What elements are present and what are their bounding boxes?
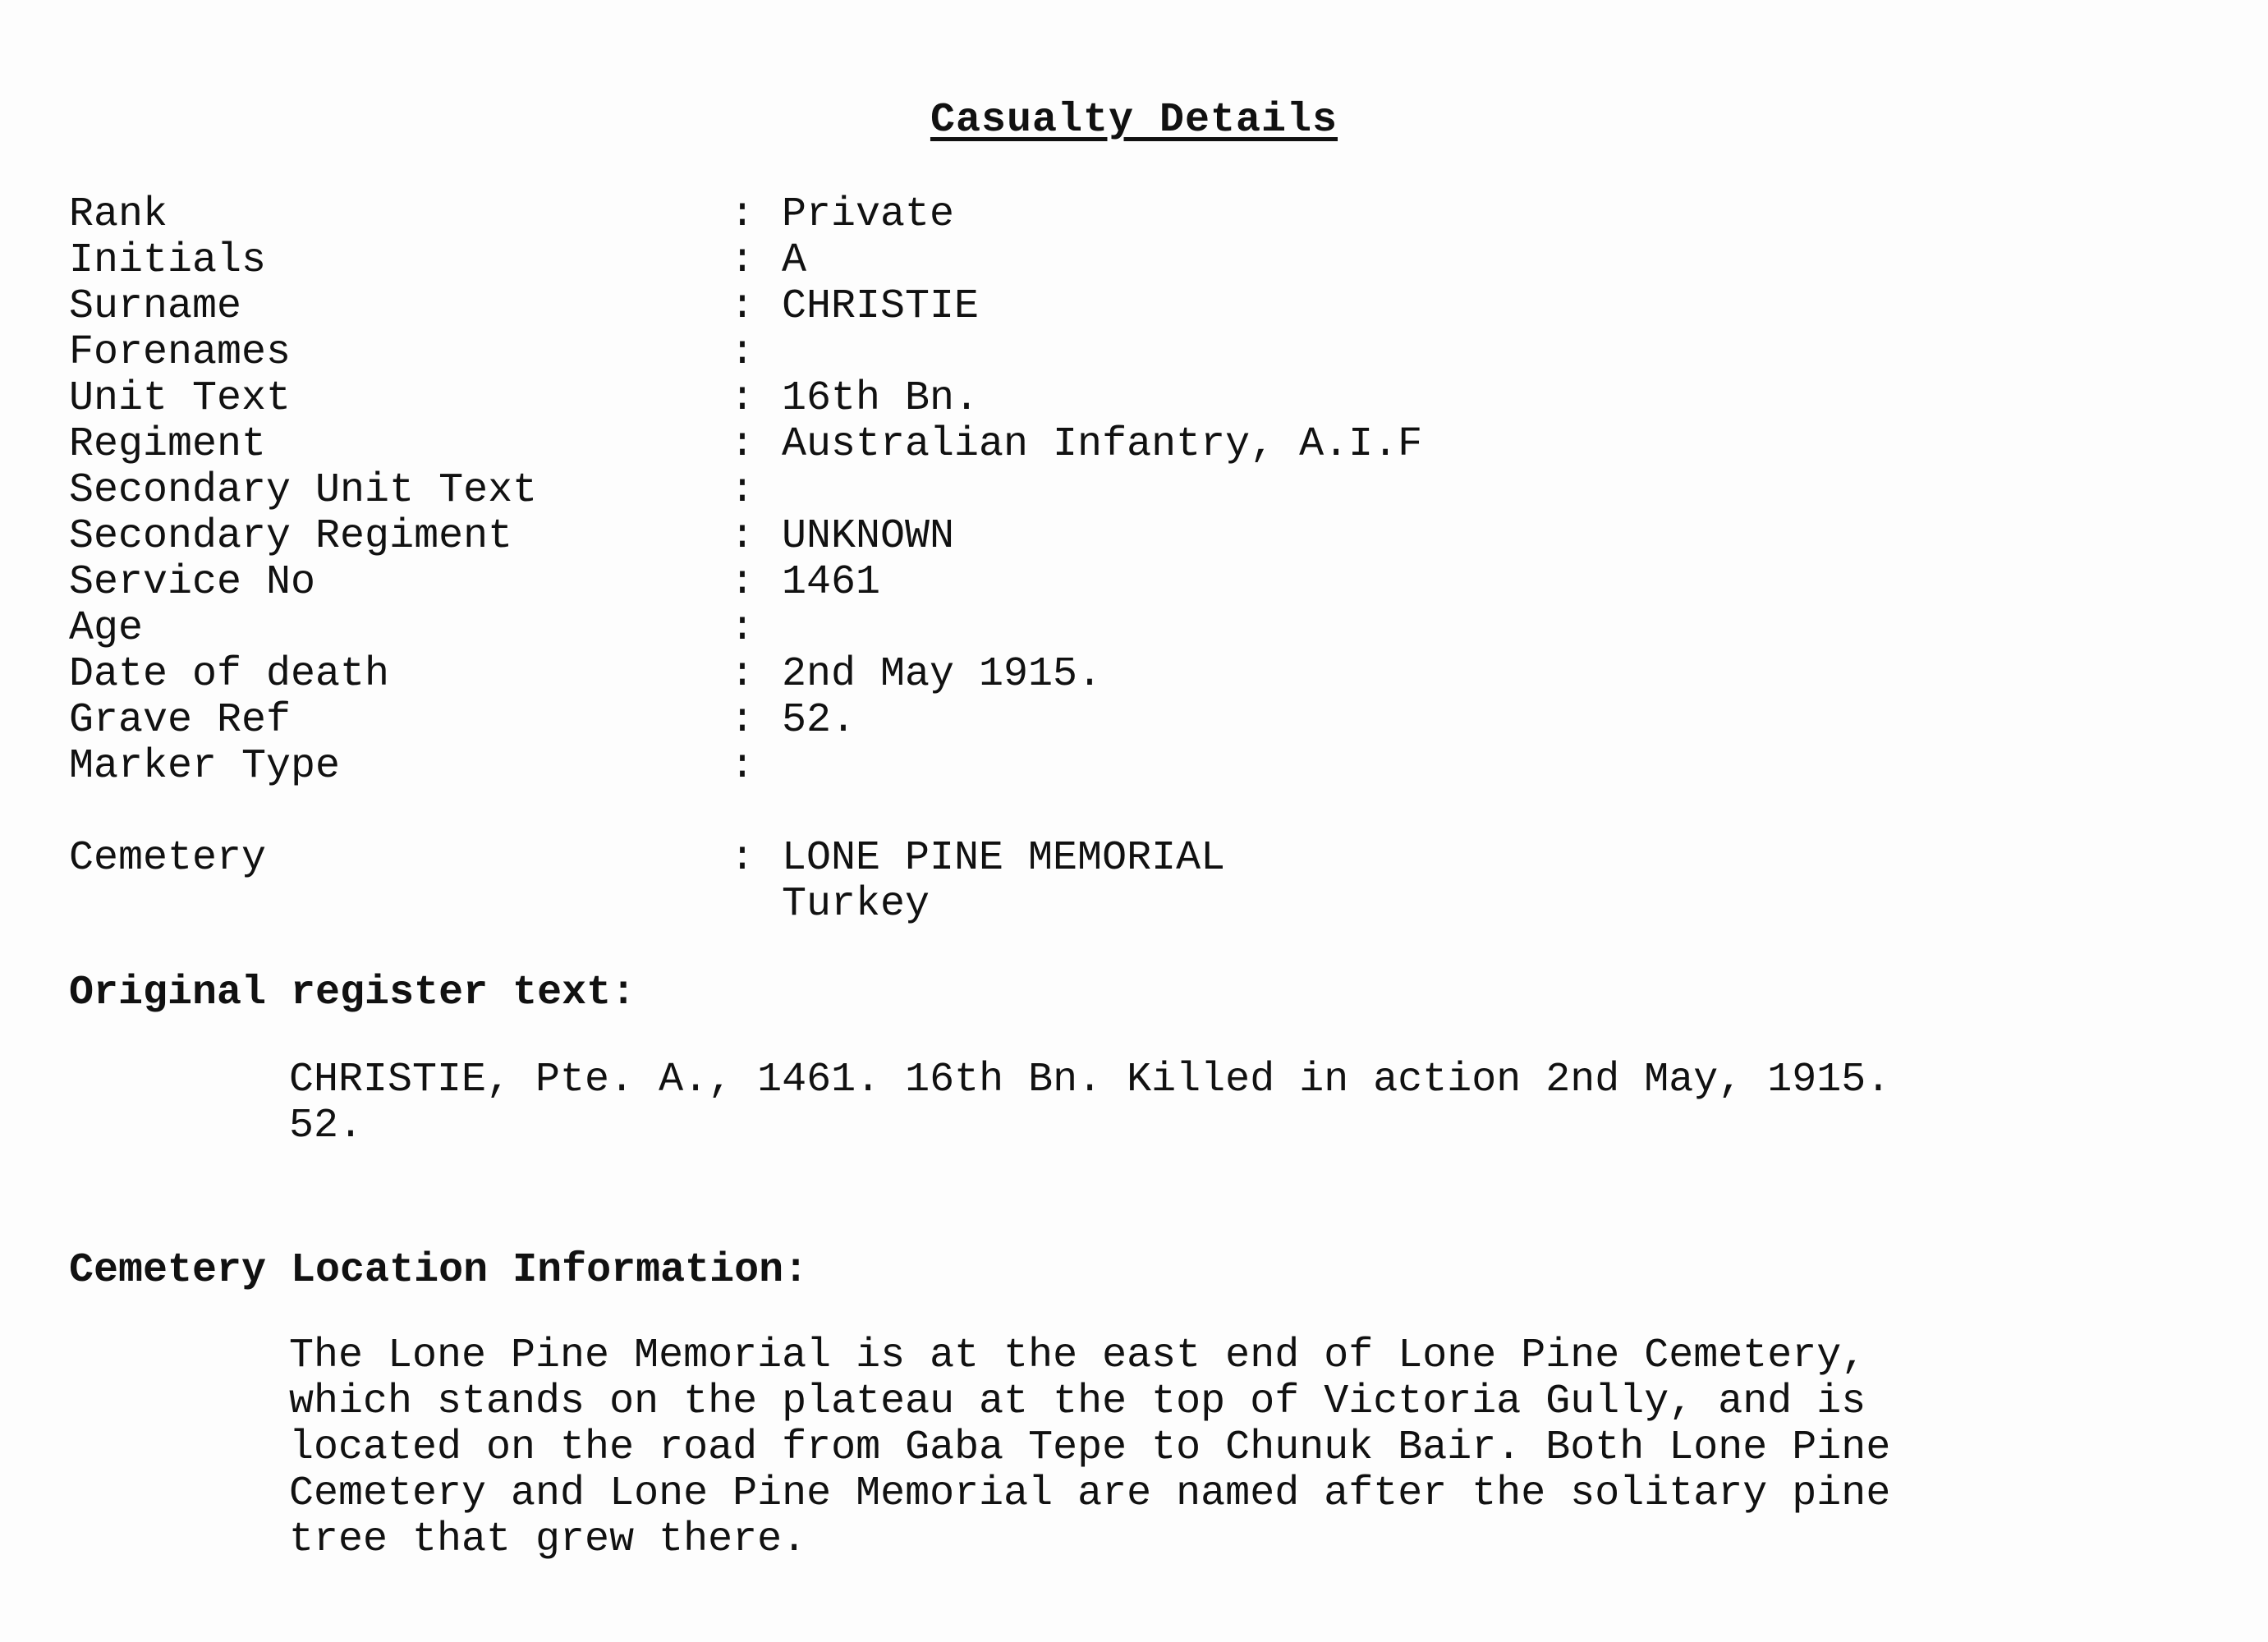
field-separator: :	[730, 191, 755, 238]
field-separator: :	[730, 421, 755, 468]
field-value: 52.	[782, 697, 856, 744]
field-row-forenames	[69, 330, 2204, 376]
location-heading: Cemetery Location Information:	[69, 1247, 809, 1294]
field-row-grave-ref	[69, 698, 2204, 744]
field-value: Private	[782, 191, 955, 238]
field-separator: :	[730, 513, 755, 560]
field-value: CHRISTIE	[782, 283, 980, 330]
field-row-initials	[69, 238, 2204, 284]
field-separator: :	[730, 329, 755, 376]
casualty-details-list	[69, 192, 2204, 928]
field-label: Surname	[69, 283, 242, 330]
field-row-service-no	[69, 560, 2204, 606]
field-value: 1461	[782, 559, 881, 606]
field-value: 2nd May 1915.	[782, 651, 1103, 698]
field-label: Grave Ref	[69, 697, 292, 744]
field-row-date-of-death	[69, 652, 2204, 698]
field-value	[782, 836, 1225, 928]
field-row-cemetery	[69, 836, 2204, 928]
field-label: Age	[69, 605, 144, 652]
field-separator: :	[730, 743, 755, 790]
field-separator: :	[730, 605, 755, 652]
field-row-secondary-unit-text	[69, 468, 2204, 514]
field-label: Forenames	[69, 329, 292, 376]
cemetery-name: LONE PINE MEMORIAL	[782, 835, 1226, 882]
field-label: Service No	[69, 559, 316, 606]
field-label: Secondary Unit Text	[69, 467, 538, 514]
field-row-secondary-regiment	[69, 514, 2204, 560]
page-title: Casualty Details	[930, 97, 1338, 144]
field-row-regiment	[69, 422, 2204, 468]
field-row-rank	[69, 192, 2204, 238]
field-value: Australian Infantry, A.I.F	[782, 421, 1423, 468]
field-label: Unit Text	[69, 375, 292, 422]
field-row-surname	[69, 284, 2204, 330]
original-register-text: CHRISTIE, Pte. A., 1461. 16th Bn. Killed in action 2nd May, 1915. 52.	[289, 1057, 1891, 1149]
field-label: Rank	[69, 191, 168, 238]
field-value: A	[782, 237, 807, 284]
field-separator: :	[730, 651, 755, 698]
field-separator: :	[730, 559, 755, 606]
field-separator: :	[730, 375, 755, 422]
field-label: Marker Type	[69, 743, 341, 790]
location-text: The Lone Pine Memorial is at the east end of Lone Pine Cemetery, which stands on the plateau at the top of Victoria Gully, and is located on the road from Gaba Tepe to Chunuk Bair. Both Lone Pine Cemetery and Lone Pine Memorial are named after the solitary pine tree that grew there.	[289, 1332, 1891, 1563]
field-value: 16th Bn.	[782, 375, 980, 422]
field-row-unit-text	[69, 376, 2204, 422]
field-row-age	[69, 606, 2204, 652]
field-label: Cemetery	[69, 835, 267, 882]
cemetery-country: Turkey	[782, 881, 930, 928]
field-separator: :	[730, 237, 755, 284]
original-register-heading: Original register text:	[69, 970, 636, 1016]
field-row-marker-type	[69, 744, 2204, 790]
field-label: Date of death	[69, 651, 390, 698]
field-separator: :	[730, 835, 755, 882]
field-label: Initials	[69, 237, 267, 284]
field-label: Regiment	[69, 421, 267, 468]
field-value: UNKNOWN	[782, 513, 955, 560]
field-separator: :	[730, 467, 755, 514]
field-separator: :	[730, 283, 755, 330]
field-separator: :	[730, 697, 755, 744]
field-label: Secondary Regiment	[69, 513, 513, 560]
